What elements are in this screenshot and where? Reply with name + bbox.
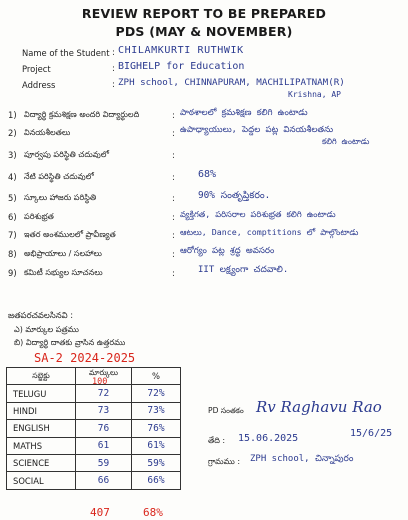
date-label: తేది : [208,436,226,445]
subject-cell: SOCIAL [7,472,76,489]
address-label: Address [22,80,56,90]
marks-table [6,367,181,490]
question-answer: 90% సంతృప్తికరం. [198,190,271,201]
total-percent: 68% [143,506,163,519]
address-value-line2: Krishna, AP [288,90,341,99]
enclosure-item-letter: బి) విద్యార్థి దాతకు వ్రాసిన ఉత్తరము [14,338,126,347]
signature-date: 15/6/25 [350,428,393,439]
question-label: అభిప్రాయాలు / సలహాలు [24,249,102,258]
question-label: పరిశుభ్రత [24,212,54,221]
column-header-percent: % [132,368,181,385]
question-label: పూర్వపు పరిస్థితి చదువులో [24,150,109,159]
student-name-label: Name of the Student [22,48,110,58]
table-row [7,402,181,419]
percent-cell: 73% [147,405,165,417]
colon: : [172,230,175,240]
question-label: విద్యార్థి క్రమశిక్షణ అందరి విద్యార్థులది [24,110,140,119]
question-number: 6) [8,212,17,222]
colon: : [172,128,175,138]
column-header-subject: సబ్జెక్టు [7,368,76,385]
village-value: ZPH school, చిన్నాపురం [250,454,354,464]
marks-cell: 76 [97,422,110,434]
colon: : [172,193,175,203]
question-label: వినయశీలతలు [24,128,71,137]
subject-cell: MATHS [7,437,76,454]
question-answer: IIT లక్ష్యంగా చదవాలి. [198,265,289,275]
pd-signature: Rv Raghavu Rao [256,398,382,416]
address-value-line1: ZPH school, CHINNAPURAM, MACHILIPATNAM(R) [118,77,345,88]
table-row [7,385,181,402]
colon: : [172,268,175,278]
colon: : [172,212,175,222]
table-header-row [7,368,181,385]
exam-label: SA-2 2024-2025 [34,351,136,365]
project-label: Project [22,64,51,74]
question-answer: వ్యక్తిగత, పరిసరాల పరిశుభ్రత కలిగి ఉంటాడు [180,209,336,219]
project-value: BIGHELP for Education [118,61,245,72]
question-number: 9) [8,268,17,278]
subject-cell: ENGLISH [7,420,76,437]
student-name-value: CHILAMKURTI RUTHWIK [118,45,244,56]
subject-cell: HINDI [7,402,76,419]
marks-header-label: మార్కులు [88,368,119,377]
percent-cell: 72% [147,388,165,400]
max-marks: 100 [92,377,108,387]
question-answer: ఆటలు, Dance, comptitions లో పాల్గొంటాడు [180,227,359,237]
colon: : [172,172,175,182]
subject-cell: SCIENCE [7,454,76,471]
colon: : [172,249,175,259]
question-label: నేటి పరిస్థితి చదువులో [24,172,94,181]
marks-cell: 59 [97,457,110,469]
percent-cell: 76% [147,422,165,434]
colon: : [172,110,175,120]
village-label: గ్రామము : [208,457,241,466]
question-answer: ఆరోగ్యం పట్ల శ్రద్ధ అవసరం [180,246,275,256]
table-row [7,454,181,471]
question-number: 1) [8,110,17,120]
enclosures-heading: జతపరచవలసినవి : [8,310,74,320]
table-row [7,472,181,489]
pd-signature-label: PD సంతకం [208,406,244,415]
question-number: 4) [8,172,17,182]
marks-cell: 72 [97,388,110,400]
colon: : [112,47,115,57]
colon: : [112,63,115,73]
question-answer-continued: కలిగి ఉంటాడు [322,137,370,146]
subject-cell: TELUGU [7,385,76,402]
column-header-marks [76,368,132,385]
percent-cell: 61% [147,440,165,452]
marks-cell: 66 [97,475,110,487]
question-number: 8) [8,249,17,259]
question-label: ఇతర అంశములలో ప్రావీణ్యత [24,230,116,239]
question-label: స్కూలు హాజరు పరిస్థితి [24,193,97,202]
question-label: కమిటీ సభ్యుల సూచనలు [24,268,103,277]
report-subtitle: PDS (MAY & NOVEMBER) [115,24,293,39]
enclosure-item-marks-sheet: ఎ) మార్కుల పత్రము [14,325,79,334]
colon: : [172,150,175,160]
question-answer: పాఠశాలలో క్రమశిక్షణ కలిగి ఉంటాడు [180,108,308,118]
date-value: 15.06.2025 [238,433,299,444]
report-title: REVIEW REPORT TO BE PREPARED [81,6,327,21]
percent-cell: 66% [147,475,165,487]
percent-cell: 59% [147,457,165,469]
question-answer: ఉపాధ్యాయులు, పెద్దల పట్ల వినయశీలతను [180,125,334,135]
table-row [7,420,181,437]
question-number: 5) [8,193,17,203]
total-marks: 407 [90,506,110,519]
question-number: 3) [8,150,17,160]
marks-cell: 61 [97,440,110,452]
question-answer: 68% [198,169,217,180]
marks-cell: 73 [97,405,110,417]
question-number: 7) [8,230,17,240]
question-number: 2) [8,128,17,138]
table-row [7,437,181,454]
colon: : [112,79,115,89]
